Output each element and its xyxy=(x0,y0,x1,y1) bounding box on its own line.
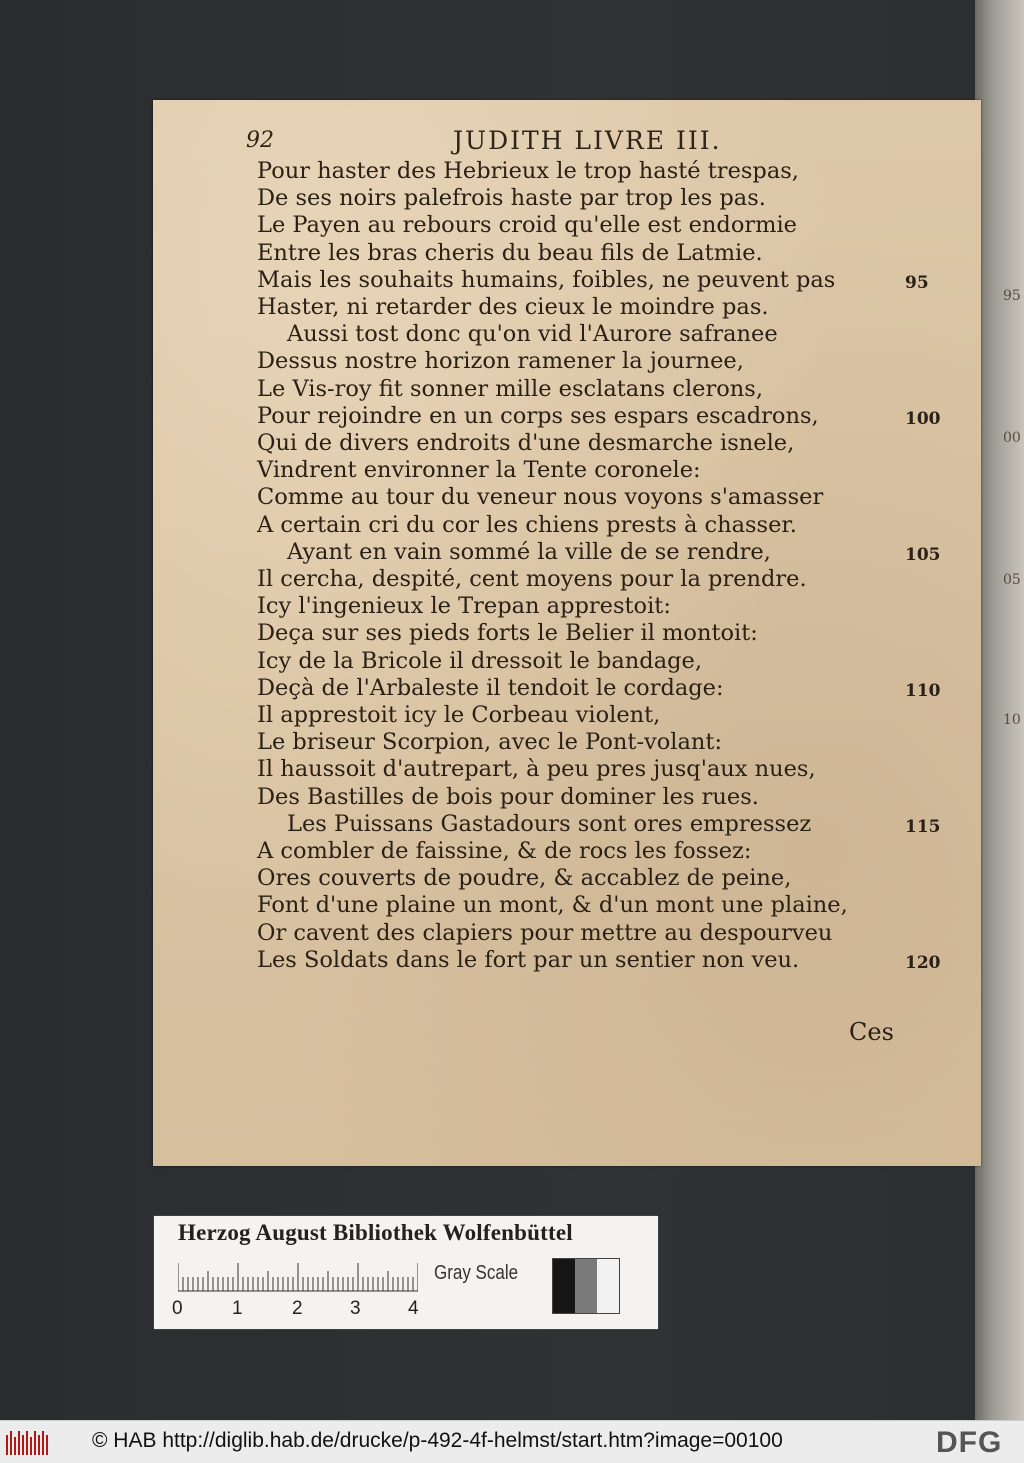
next-page-mark: 05 xyxy=(1003,572,1021,588)
verse-line: Qui de divers endroits d'une desmarche isnele, xyxy=(257,430,795,456)
line-number: 95 xyxy=(905,272,929,293)
hab-logo-icon xyxy=(6,1429,50,1457)
verse-line: Ores couverts de poudre, & accablez de peine, xyxy=(257,865,792,892)
swatch-gray xyxy=(575,1259,597,1313)
line-number: 110 xyxy=(905,680,941,701)
library-label-card xyxy=(154,1216,658,1329)
verse-line: De ses noirs palefrois haste par trop les pas. xyxy=(257,185,766,212)
verse-line: Des Bastilles de bois pour dominer les rues. xyxy=(257,783,759,810)
verse-line: Pour haster des Hebrieux le trop hasté trespas, xyxy=(257,158,799,184)
verse-line: Le briseur Scorpion, avec le Pont-volant: xyxy=(257,729,723,756)
verse-line: Pour rejoindre en un corps ses espars escadrons, xyxy=(257,402,819,429)
verse-line: Dessus nostre horizon ramener la journee, xyxy=(257,348,744,375)
verse-line: Entre les bras cheris du beau fils de Latmie. xyxy=(257,239,763,266)
verse-line: A certain cri du cor les chiens prests à chasser. xyxy=(257,511,797,538)
verse-line: Aussi tost donc qu'on vid l'Aurore safranee xyxy=(287,321,778,348)
line-number: 100 xyxy=(905,408,941,429)
verse-line: Le Vis-roy fit sonner mille esclatans clerons, xyxy=(257,375,763,402)
next-page-mark: 00 xyxy=(1003,430,1021,446)
verse-line: Font d'une plaine un mont, & d'un mont une plaine, xyxy=(257,892,848,919)
running-title: JUDITH LIVRE III. xyxy=(453,126,722,155)
catchword: Ces xyxy=(849,1018,894,1046)
verse-line: Icy de la Bricole il dressoit le bandage, xyxy=(257,647,702,674)
verse-line: Il cercha, despité, cent moyens pour la prendre. xyxy=(257,566,807,592)
swatch-black xyxy=(553,1259,575,1313)
verse-line: Icy l'ingenieux le Trepan apprestoit: xyxy=(257,593,671,620)
copyright-link[interactable]: © HAB http://diglib.hab.de/drucke/p-492-4f-helmst/start.htm?image=00100 xyxy=(92,1429,783,1452)
verse-line: Vindrent environner la Tente coronele: xyxy=(257,457,701,484)
ruler-number: 3 xyxy=(350,1298,361,1319)
verse-line: Le Payen au rebours croid qu'elle est endormie xyxy=(257,212,797,239)
verse-line: Or cavent des clapiers pour mettre au despourveu xyxy=(257,919,833,946)
next-page-edge xyxy=(975,0,1024,1420)
verse-line: Deçà de l'Arbaleste il tendoit le cordage: xyxy=(257,674,724,701)
verse-line: Il apprestoit icy le Corbeau violent, xyxy=(257,702,661,728)
footer-bar xyxy=(0,1420,1024,1463)
verse-line: Comme au tour du veneur nous voyons s'amasser xyxy=(257,484,824,511)
verse-line: Mais les souhaits humains, foibles, ne peuvent pas xyxy=(257,266,836,293)
verse-line: Les Soldats dans le fort par un sentier non veu. xyxy=(257,946,800,973)
ruler-number: 0 xyxy=(172,1298,183,1319)
line-number: 120 xyxy=(905,952,941,973)
grayscale-label: Gray Scale xyxy=(434,1262,519,1284)
next-page-mark: 10 xyxy=(1003,712,1021,728)
verse-line: Il haussoit d'autrepart, à peu pres jusq'aux nues, xyxy=(257,756,816,783)
book-page xyxy=(153,100,981,1166)
grayscale-swatches xyxy=(552,1258,620,1314)
scale-ruler xyxy=(178,1262,418,1292)
line-number: 115 xyxy=(905,816,941,837)
library-name: Herzog August Bibliothek Wolfenbüttel xyxy=(178,1220,573,1245)
verse-line: A combler de faissine, & de rocs les fossez: xyxy=(257,838,752,864)
next-page-mark: 95 xyxy=(1003,288,1021,304)
verse-line: Les Puissans Gastadours sont ores empressez xyxy=(287,810,812,837)
verse-line: Haster, ni retarder des cieux le moindre pas. xyxy=(257,294,769,320)
ruler-number: 1 xyxy=(232,1298,243,1319)
swatch-white xyxy=(597,1259,619,1313)
verse-line: Ayant en vain sommé la ville de se rendre, xyxy=(287,538,771,565)
line-number: 105 xyxy=(905,544,941,565)
ruler-number: 4 xyxy=(408,1298,419,1319)
dfg-logo: DFG xyxy=(936,1426,1003,1459)
page-number: 92 xyxy=(246,128,274,153)
verse-line: Deça sur ses pieds forts le Belier il montoit: xyxy=(257,620,758,647)
ruler-number: 2 xyxy=(292,1298,303,1319)
